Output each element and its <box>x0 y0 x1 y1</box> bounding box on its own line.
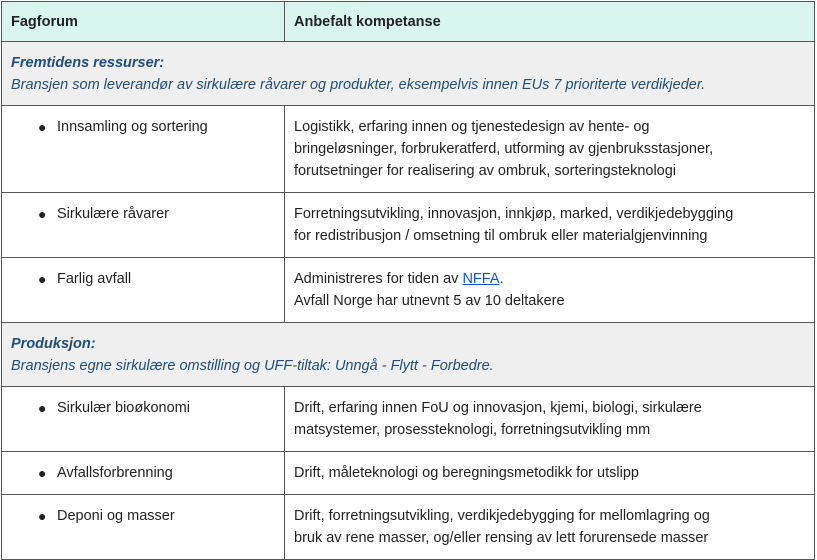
section-title: Produksjon: <box>11 336 96 352</box>
bullet-icon: ● <box>38 400 47 416</box>
description-line: Avfall Norge har utnevnt 5 av 10 deltakere <box>294 293 565 309</box>
table-row <box>2 193 815 258</box>
description-line: forutsetninger for realisering av ombruk, sorteringsteknologi <box>294 163 677 179</box>
description-line: for redistribusjon / omsetning til ombruk eller materialgjenvinning <box>294 228 708 244</box>
description-line: Drift, måleteknologi og beregningsmetodikk for utslipp <box>294 465 639 481</box>
topic-label: Sirkulær bioøkonomi <box>57 400 190 416</box>
table-row <box>2 452 815 495</box>
header-anbefalt-kompetanse: Anbefalt kompetanse <box>285 2 815 42</box>
header-fagforum: Fagforum <box>2 2 285 42</box>
section-subtitle: Bransjen som leverandør av sirkulære råvarer og produkter, eksempelvis innen EUs 7 prioriterte verdikjeder. <box>11 77 706 93</box>
description-line: Drift, forretningsutvikling, verdikjedebygging for mellomlagring og <box>294 508 710 524</box>
bullet-icon: ● <box>38 508 47 524</box>
topic-label: Avfallsforbrenning <box>57 465 173 481</box>
description-line: matsystemer, prosessteknologi, forretningsutvikling mm <box>294 422 651 438</box>
table-header-row <box>2 2 815 42</box>
nffa-link[interactable]: NFFA <box>462 271 500 287</box>
description-line: bruk av rene masser, og/eller rensing av lett forurensede masser <box>294 530 709 546</box>
section-produksjon <box>2 323 815 387</box>
table-row <box>2 106 815 193</box>
table-row <box>2 258 815 323</box>
bullet-icon: ● <box>38 271 47 287</box>
topic-label: Innsamling og sortering <box>57 119 208 135</box>
section-subtitle: Bransjens egne sirkulære omstilling og UFF-tiltak: Unngå - Flytt - Forbedre. <box>11 358 494 374</box>
section-title: Fremtidens ressurser: <box>11 55 165 71</box>
description-line: Logistikk, erfaring innen og tjenestedesign av hente- og <box>294 119 650 135</box>
bullet-icon: ● <box>38 119 47 135</box>
description-line: Drift, erfaring innen FoU og innovasjon, kjemi, biologi, sirkulære <box>294 400 702 416</box>
bullet-icon: ● <box>38 465 47 481</box>
topic-label: Farlig avfall <box>57 271 132 287</box>
description-line: Forretningsutvikling, innovasjon, innkjøp, marked, verdikjedebygging <box>294 206 734 222</box>
section-fremtidens-ressurser <box>2 42 815 106</box>
topic-label: Deponi og masser <box>57 508 175 524</box>
topic-label: Sirkulære råvarer <box>57 206 169 222</box>
description-text: Administreres for tiden av <box>294 271 463 287</box>
description-text: . <box>499 271 504 287</box>
description-line: bringeløsninger, forbrukeratferd, utforming av gjenbruksstasjoner, <box>294 141 714 157</box>
description-line <box>294 268 805 290</box>
table-row <box>2 387 815 452</box>
competence-table <box>1 1 815 560</box>
bullet-icon: ● <box>38 206 47 222</box>
table-row <box>2 495 815 560</box>
